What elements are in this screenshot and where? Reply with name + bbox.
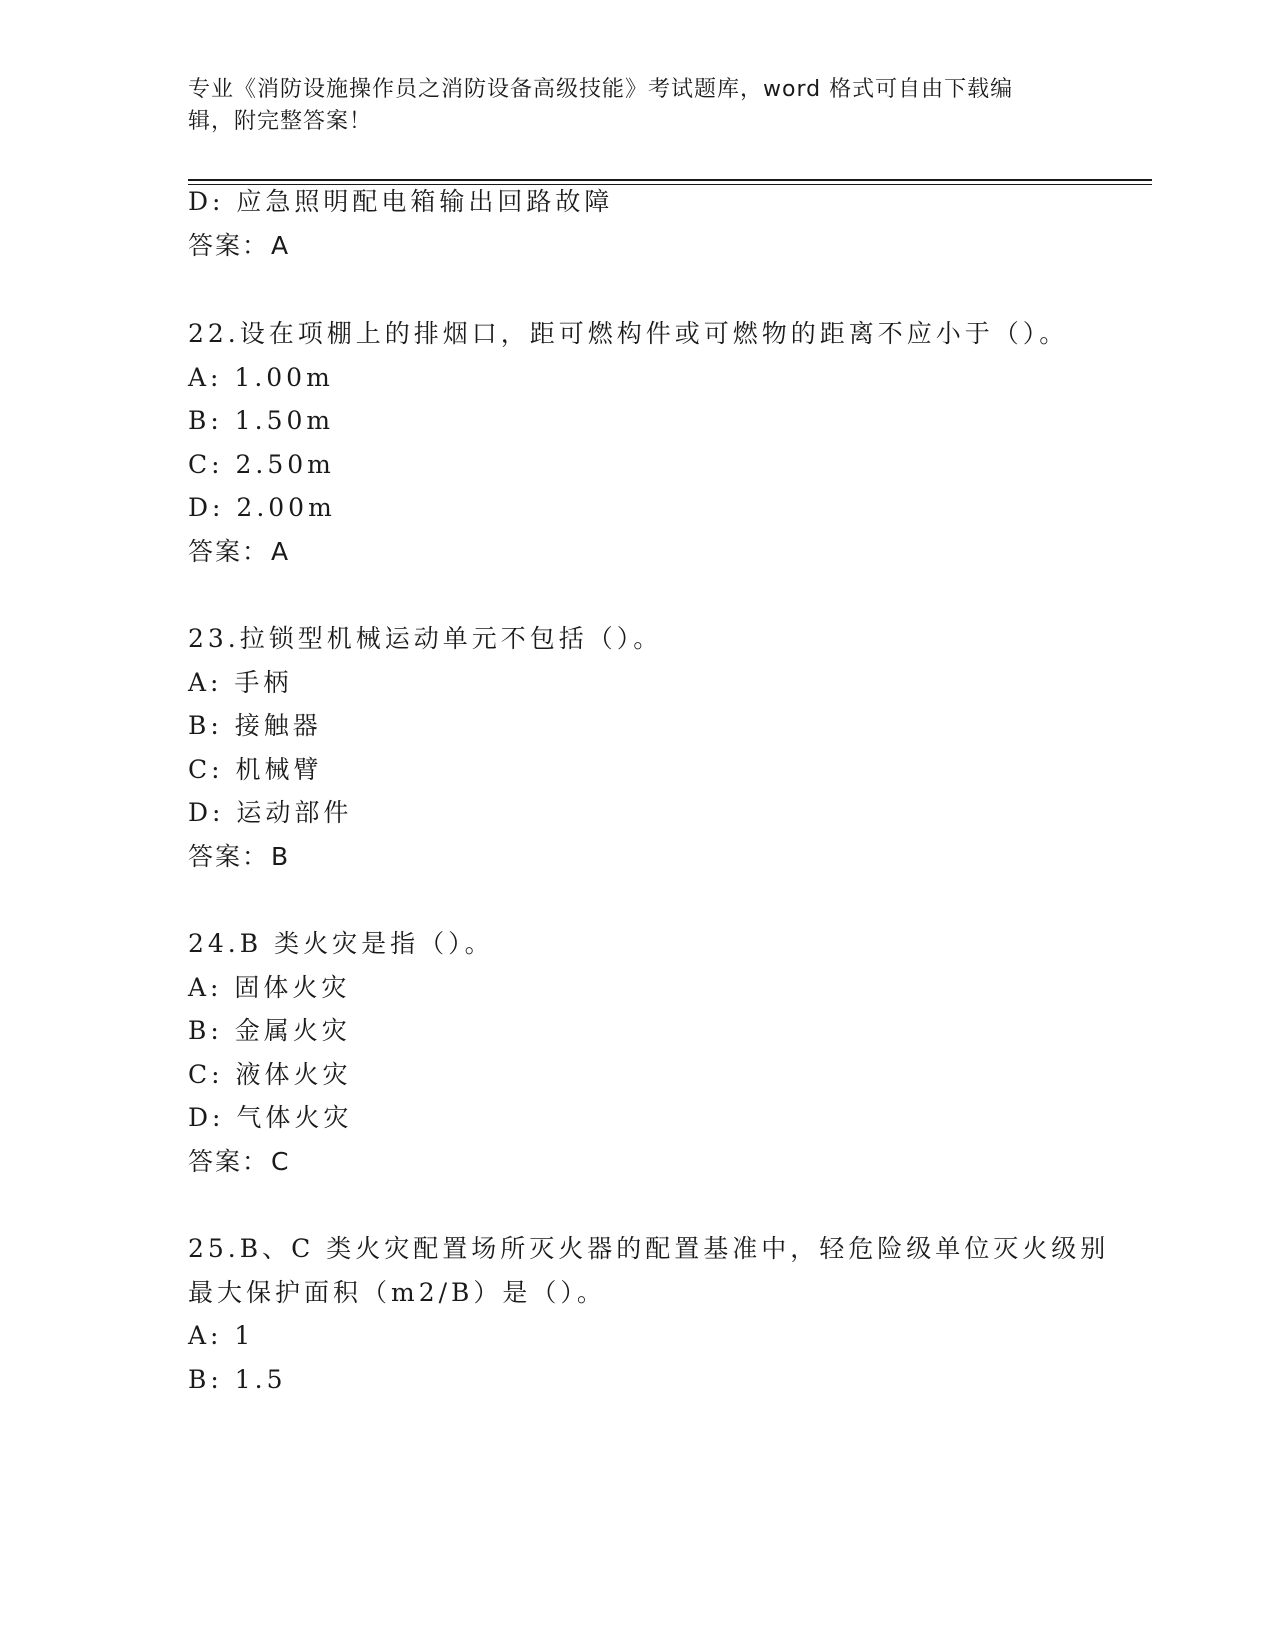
answer-value: B: [271, 842, 291, 871]
answer-label: 答案：: [188, 231, 270, 260]
question-24-stem: 24.B 类火灾是指（）。: [188, 929, 494, 958]
question-23-option-d: D: 运动部件: [188, 798, 353, 827]
question-23-stem: 23.拉锁型机械运动单元不包括（）。: [188, 624, 663, 653]
prev-answer: [188, 230, 290, 262]
question-25-stem-line-2: 最大保护面积（m2/B）是（）。: [188, 1278, 606, 1307]
answer-label: 答案：: [188, 842, 270, 871]
answer-value: A: [271, 537, 291, 566]
question-25-option-a: A: 1: [188, 1321, 255, 1350]
question-24-option-c: C: 液体火灾: [188, 1060, 352, 1089]
answer-value: C: [271, 1147, 291, 1176]
answer-label: 答案：: [188, 1147, 270, 1176]
question-23-option-c: C: 机械臂: [188, 755, 323, 784]
header-divider-thick: [188, 179, 1152, 181]
question-22-option-b: B: 1.50m: [188, 406, 335, 435]
question-23-option-a: A: 手柄: [188, 668, 293, 697]
answer-value: A: [271, 231, 291, 260]
question-23-answer: [188, 841, 290, 873]
question-24-option-b: B: 金属火灾: [188, 1016, 351, 1045]
question-22-stem: 22.设在项棚上的排烟口，距可燃构件或可燃物的距离不应小于（）。: [188, 319, 1069, 348]
answer-label: 答案：: [188, 537, 270, 566]
question-22-option-a: A: 1.00m: [188, 363, 334, 392]
question-24-option-a: A: 固体火灾: [188, 973, 351, 1002]
question-22-option-c: C: 2.50m: [188, 450, 335, 479]
question-24-option-d: D: 气体火灾: [188, 1103, 353, 1132]
question-22-answer: [188, 536, 290, 568]
header-line-1: 专业《消防设施操作员之消防设备高级技能》考试题库，word 格式可自由下载编: [188, 77, 1014, 102]
question-23-option-b: B: 接触器: [188, 711, 322, 740]
header-divider-thin: [188, 184, 1152, 185]
question-25-option-b: B: 1.5: [188, 1365, 287, 1394]
question-24-answer: [188, 1146, 290, 1178]
question-22-option-d: D: 2.00m: [188, 493, 336, 522]
document-header: [188, 74, 1068, 138]
prev-option-d: D: 应急照明配电箱输出回路故障: [188, 187, 614, 216]
question-25-stem-line-1: 25.B、C 类火灾配置场所灭火器的配置基准中，轻危险级单位灭火级别: [188, 1234, 1110, 1263]
header-line-2: 辑，附完整答案！: [188, 109, 373, 134]
